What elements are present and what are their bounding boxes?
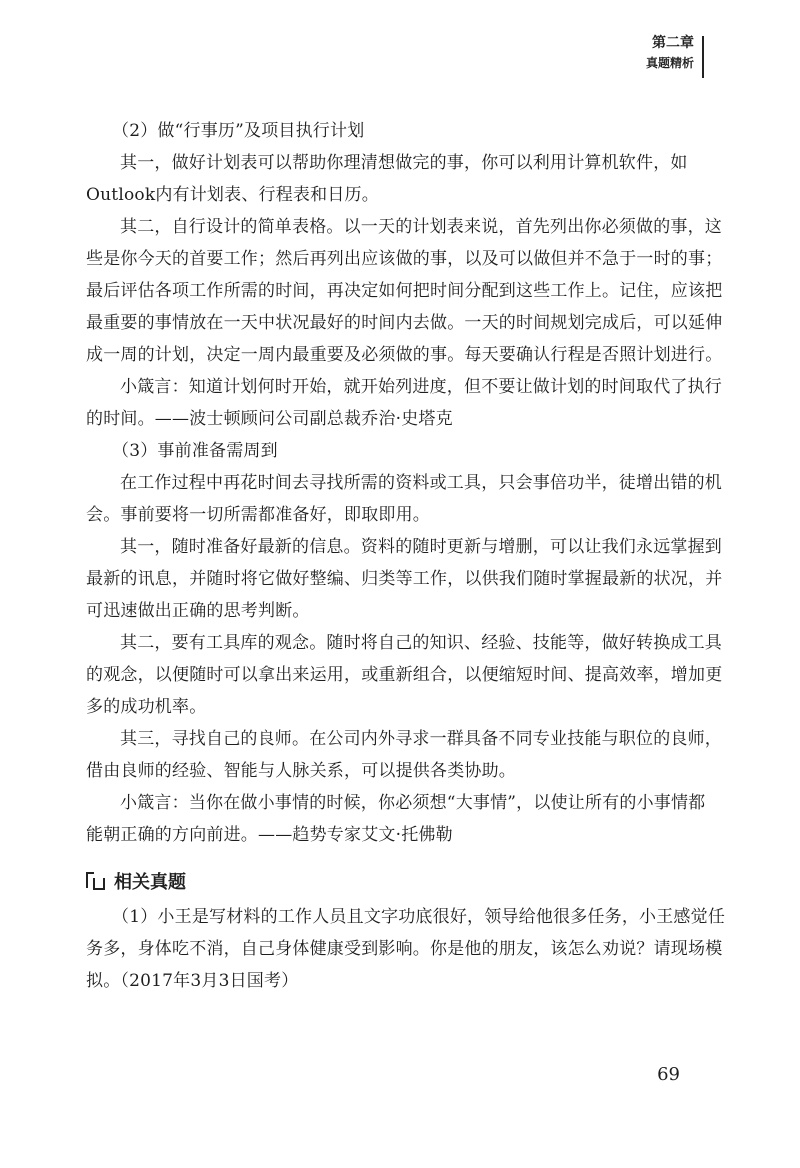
paragraph-line: 在工作过程中再花时间去寻找所需的资料或工具，只会事倍功半，徒增出错的机 — [120, 473, 722, 493]
question-line: 务多，身体吃不消，自己身体健康受到影响。你是他的朋友，该怎么劝说？请现场模 — [86, 939, 723, 959]
paragraph-line: 其一，随时准备好最新的信息。资料的随时更新与增删，可以让我们永远掌握到 — [120, 537, 722, 557]
paragraph-line: 最新的讯息，并随时将它做好整编、归类等工作，以供我们随时掌握最新的状况，并 — [86, 569, 723, 589]
section-title: 相关真题 — [114, 872, 186, 893]
paragraph-line: 其二，要有工具库的观念。随时将自己的知识、经验、技能等，做好转换成工具 — [120, 633, 722, 653]
paragraph-line: 最重要的事情放在一天中状况最好的时间内去做。一天的时间规划完成后，可以延伸 — [86, 313, 723, 333]
subheading: （2）做“行事历”及项目执行计划 — [112, 121, 365, 141]
paragraph-line: 借由良师的经验、智能与人脉关系，可以提供各类协助。 — [86, 761, 516, 781]
paragraph-line: 的观念，以便随时可以拿出来运用，或重新组合，以便缩短时间、提高效率，增加更 — [86, 665, 723, 685]
section-heading — [86, 861, 696, 901]
header-divider — [702, 36, 704, 78]
question-line: （1）小王是写材料的工作人员且文字功底很好，领导给他很多任务，小王感觉任 — [112, 907, 726, 927]
paragraph-line: 可迅速做出正确的思考判断。 — [86, 601, 310, 621]
quote-line: 小箴言：知道计划何时开始，就开始列进度，但不要让做计划的时间取代了执行 — [120, 377, 722, 397]
paragraph-line: 其二，自行设计的简单表格。以一天的计划表来说，首先列出你必须做的事，这 — [120, 217, 722, 237]
paragraph-line: 些是你今天的首要工作；然后再列出应该做的事，以及可以做但并不急于一时的事； — [86, 249, 723, 269]
section-marker-icon — [86, 872, 102, 890]
paragraph-line: Outlook内有计划表、行程表和日历。 — [86, 185, 379, 205]
paragraph-line: 多的成功机率。 — [86, 697, 207, 717]
running-header — [646, 34, 694, 72]
subheading: （3）事前准备需周到 — [112, 441, 278, 461]
quote-line: 小箴言：当你在做小事情的时候，你必须想“大事情”，以使让所有的小事情都 — [120, 793, 706, 813]
quote-line: 能朝正确的方向前进。——趋势专家艾文·托佛勒 — [86, 825, 453, 845]
paragraph-line: 其三，寻找自己的良师。在公司内外寻求一群具备不同专业技能与职位的良师， — [120, 729, 722, 749]
chapter-label: 第二章 — [652, 35, 694, 51]
page-number: 69 — [657, 1064, 680, 1085]
quote-line: 的时间。——波士顿顾问公司副总裁乔治·史塔克 — [86, 409, 453, 429]
paragraph-line: 其一，做好计划表可以帮助你理清想做完的事，你可以利用计算机软件，如 — [120, 153, 688, 173]
question-line: 拟。（2017年3月3日国考） — [86, 971, 299, 991]
main-text — [86, 115, 726, 997]
paragraph-line: 最后评估各项工作所需的时间，再决定如何把时间分配到这些工作上。记住，应该把 — [86, 281, 723, 301]
chapter-subtitle: 真题精析 — [645, 56, 694, 70]
paragraph-line: 会。事前要将一切所需都准备好，即取即用。 — [86, 505, 430, 525]
paragraph-line: 成一周的计划，决定一周内最重要及必须做的事。每天要确认行程是否照计划进行。 — [86, 345, 723, 365]
